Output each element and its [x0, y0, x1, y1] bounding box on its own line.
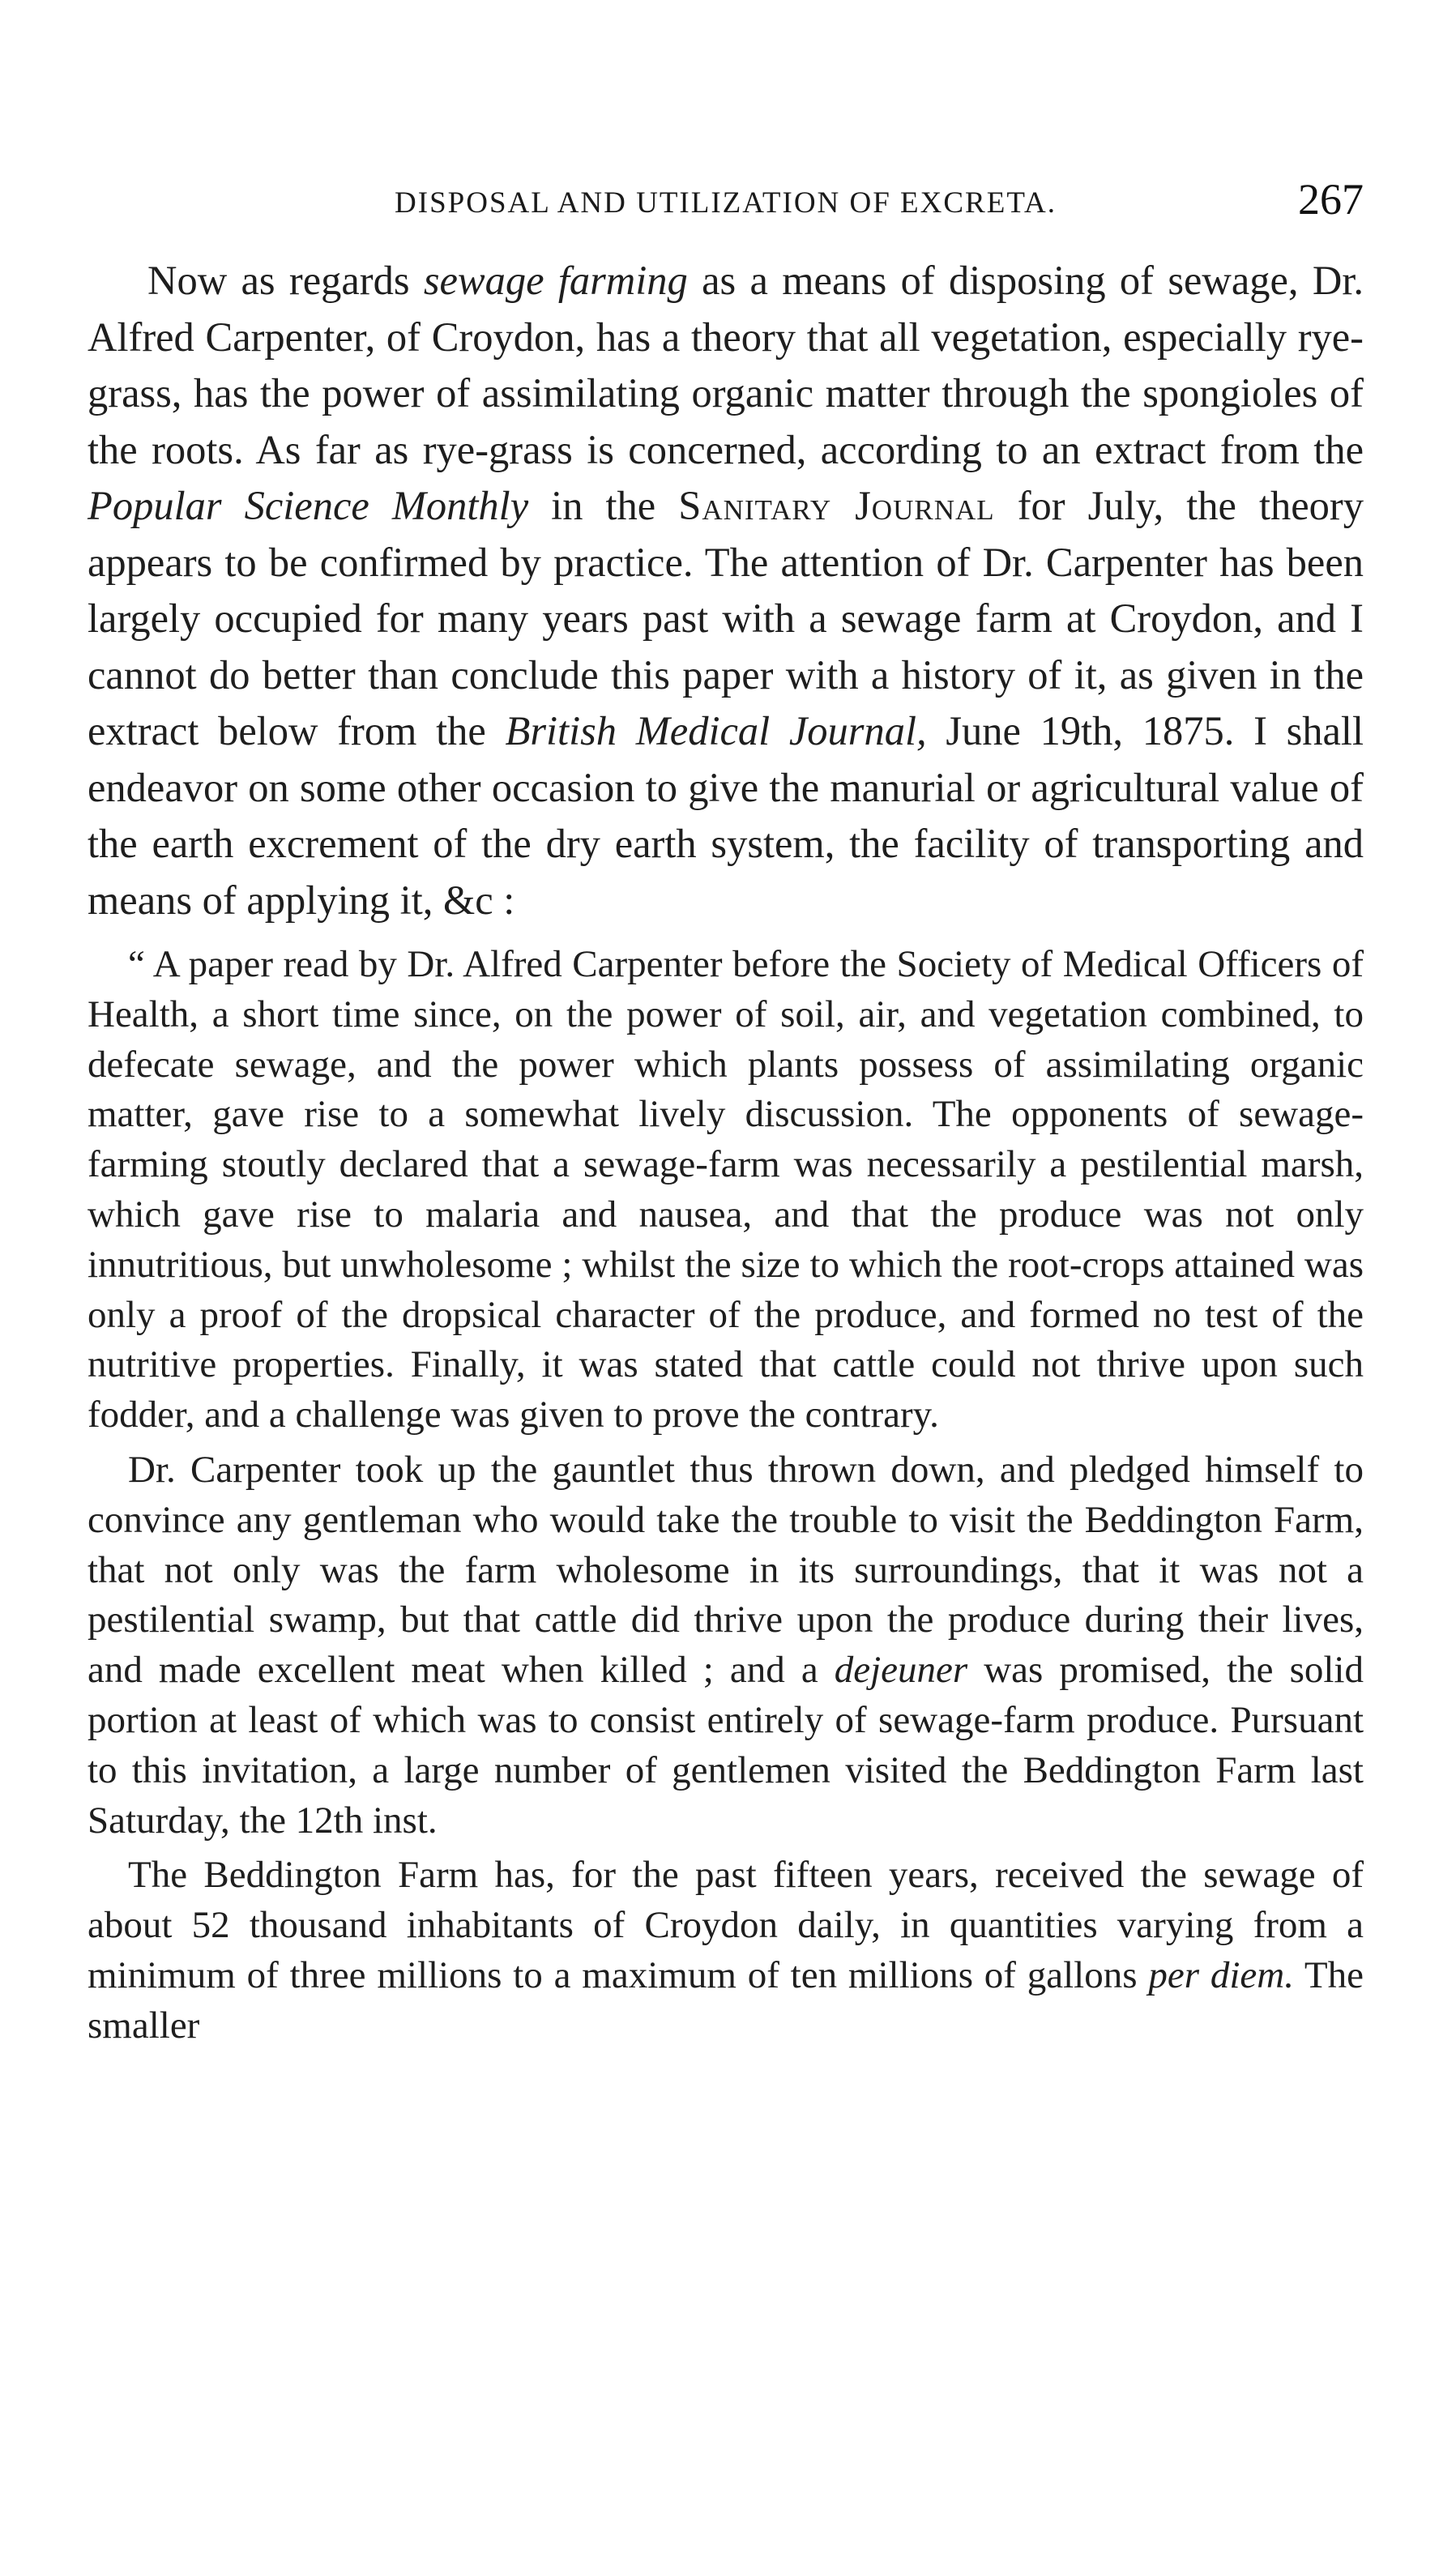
text-run: as a means of disposing of sewage, Dr. Alfred Carpenter, of Croydon, has a theory that all vegetation, especially rye-grass, has the power of assimilating organic matter through the spongioles of the roots. As far as rye-grass is concerned, according to an extract from the — [88, 258, 1364, 472]
italic-dejeuner: dejeuner — [834, 1649, 968, 1692]
text-run: June 19th, 1875. I shall endeavor on some other occasion to give the manurial or agricultural value of the earth excrement of the dry earth system, the facility of transporting and means of applying it, &c : — [88, 708, 1364, 923]
smallcaps-sanitary-journal: Sanitary Journal — [678, 483, 995, 528]
quote-paragraph-1: “ A paper read by Dr. Alfred Carpenter before the Society of Medical Officers of Health, a short time since, on the power of soil, air, and vegetation combined, to defecate sewage, and the power which plants possess of assimilating organic matter, gave rise to a somewhat lively discussion. The opponents of sewage-farming stoutly declared that a sewage-farm was necessarily a pestilential marsh, which gave rise to malaria and nausea, and that the produce was not only innutritious, but unwholesome ; whilst the size to which the root-crops attained was only a proof of the dropsical character of the produce, and formed no test of the nutritive properties. Finally, it was stated that cattle could not thrive upon such fodder, and a challenge was given to prove the contrary. — [88, 943, 1364, 1436]
text-run: for July, the theory appears to be confirmed by practice. The attention of Dr. Carpenter has been largely occupied for many years past with a sewage farm at Croydon, and I cannot do better than conclude this paper with a history of it, as given in the extract below from the — [88, 483, 1364, 753]
intro-paragraph — [88, 253, 1364, 928]
body-text — [88, 253, 1364, 2051]
italic-popular-science-monthly: Popular Science Monthly — [88, 483, 529, 528]
text-run: Now as regards — [147, 258, 424, 303]
page-number: 267 — [1298, 175, 1364, 224]
quote-paragraph-2 — [88, 1445, 1364, 1846]
quote-paragraph-3 — [88, 1851, 1364, 2051]
running-head — [88, 174, 1364, 231]
text-run: The Beddington Farm has, for the past fifteen years, received the sewage of about 52 thousand inhabitants of Croydon daily, in quantities varying from a minimum of three millions to a maximum of ten millions of gallons — [88, 1854, 1364, 1996]
text-run: was promised, the solid portion at least of which was to consist entirely of sewage-farm produce. Pursuant to this invitation, a large number of gentlemen visited the Beddington Farm last Saturday, the 12th inst. — [88, 1649, 1364, 1842]
running-title: DISPOSAL AND UTILIZATION OF EXCRETA. — [395, 186, 1057, 220]
italic-per-diem: per diem. — [1148, 1953, 1294, 1996]
text-run: The smaller — [88, 1953, 1364, 2047]
quoted-extract — [88, 940, 1364, 2051]
text-run: Dr. Carpenter took up the gauntlet thus thrown down, and pledged himself to convince any gentleman who would take the trouble to visit the Beddington Farm, that not only was the farm wholesome in its surroundings, that it was not a pestilential swamp, but that cattle did thrive upon the produce during their lives, and made excellent meat when killed ; and a — [88, 1448, 1364, 1692]
italic-sewage-farming: sewage farming — [423, 258, 688, 303]
italic-british-medical-journal: British Medical Journal, — [505, 708, 927, 753]
text-run: in the — [528, 483, 679, 528]
